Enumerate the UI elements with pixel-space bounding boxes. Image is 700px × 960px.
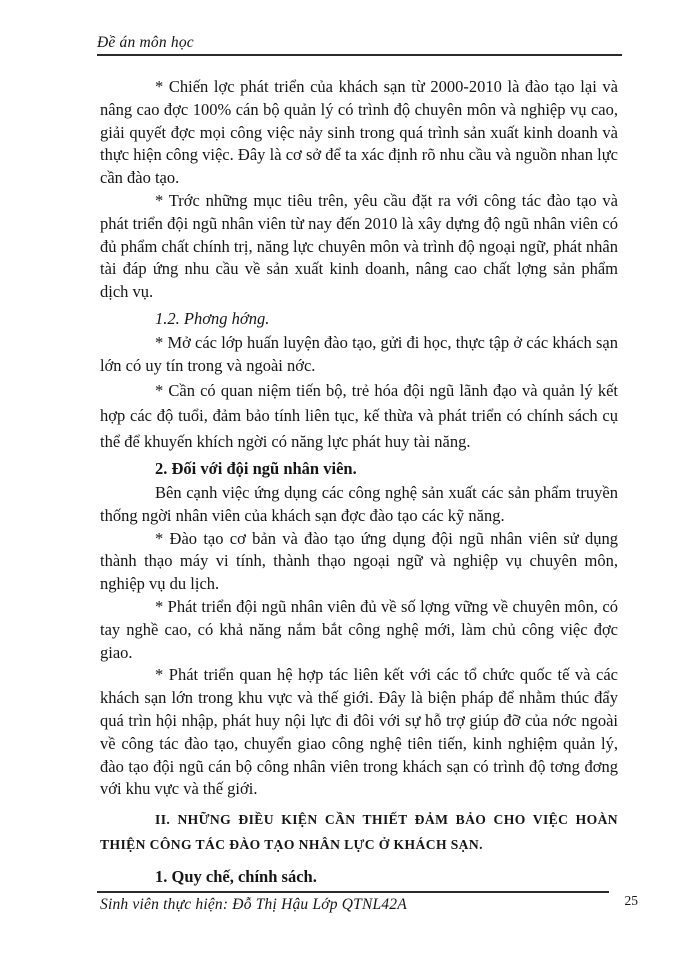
page-header [97, 34, 622, 56]
section-heading-caps: II. NHỮNG ĐIỀU KIỆN CẦN THIẾT ĐẢM BẢO CHO VIỆC HOÀN THIỆN CÔNG TÁC ĐÀO TẠO NHÂN LỰC Ở KHÁCH SẠN. [100, 812, 618, 853]
header-title: Đề án môn học [97, 34, 194, 51]
section-heading: 1. Quy chế, chính sách. [155, 867, 317, 887]
paragraph: * Đào tạo cơ bản và đào tạo ứng dụng đội ngũ nhân viên sử dụng thành thạo máy vi tính, thành thạo ngoại ngữ và nghiệp vụ chuyên môn, nghiệp vụ du lịch. [100, 528, 618, 594]
paragraph: * Mở các lớp huấn luyện đào tạo, gửi đi học, thực tập ở các khách sạn lớn có uy tín trong và ngoài nớc. [100, 332, 618, 375]
footer-divider [97, 891, 609, 893]
paragraph: * Phát triển quan hệ hợp tác liên kết với các tổ chức quốc tế và các khách sạn lớn trong khu vực và thế giới. Đây là biện pháp để nhằm thúc đẩy quá trìn hội nhập, phát huy nội lực đi đôi với sự hỗ trợ giúp đỡ của nớc ngoài về công tác đào tạo, chuyển giao công nghệ tiên tiến, kinh nghiệm quản lý, đào tạo đội ngũ cán bộ công nhân viên trong khách sạn có trình độ tơng đơng với khu vực và thế giới. [100, 665, 618, 799]
paragraph: * Cần có quan niệm tiến bộ, trẻ hóa đội ngũ lãnh đạo và quản lý kết hợp các độ tuổi, đảm bảo tính liên tục, kế thừa và phát triển có chính sách cụ thể để khuyến khích ngời có năng lực phát huy tài năng. [100, 380, 618, 451]
section-heading: 1.2. Phơng hớng. [155, 308, 270, 328]
page-number: 25 [624, 893, 638, 908]
paragraph: * Phát triển đội ngũ nhân viên đủ về số lợng vững về chuyên môn, có tay nghề cao, có khả năng nắm bắt công nghệ mới, làm chủ công việc đợc giao. [100, 597, 618, 662]
section-heading: 2. Đối với đội ngũ nhân viên. [155, 459, 357, 479]
document-body [100, 76, 618, 890]
paragraph: Bên cạnh việc ứng dụng các công nghệ sản xuất các sản phẩm truyền thống ngời nhân viên của khách sạn đợc đào tạo các kỹ năng. [100, 483, 618, 525]
paragraph: * Chiến lợc phát triển của khách sạn từ 2000-2010 là đào tạo lại và nâng cao đợc 100% cán bộ quản lý có trình độ chuyên môn và nghiệp vụ cao, giải quyết đợc mọi công việc nảy sinh trong quá trình sản xuất kinh doanh và thực hiện công việc. Đây là cơ sở để ta xác định rõ nhu cầu và nguồn nhan lực cần đào tạo. [100, 77, 618, 188]
paragraph: * Trớc những mục tiêu trên, yêu cầu đặt ra với công tác đào tạo và phát triển đội ngũ nhân viên từ nay đến 2010 là xây dựng độ ngũ nhân viên có đủ phẩm chất chính trị, năng lực chuyên môn và trình độ ngoại ngữ, phát nhân tài đáp ứng nhu cầu về sản xuất kinh doanh, nâng cao chất lợng sản phẩm dịch vụ. [100, 190, 618, 302]
footer-author-line: Sinh viên thực hiện: Đỗ Thị Hậu Lớp QTNL42A [100, 896, 407, 913]
